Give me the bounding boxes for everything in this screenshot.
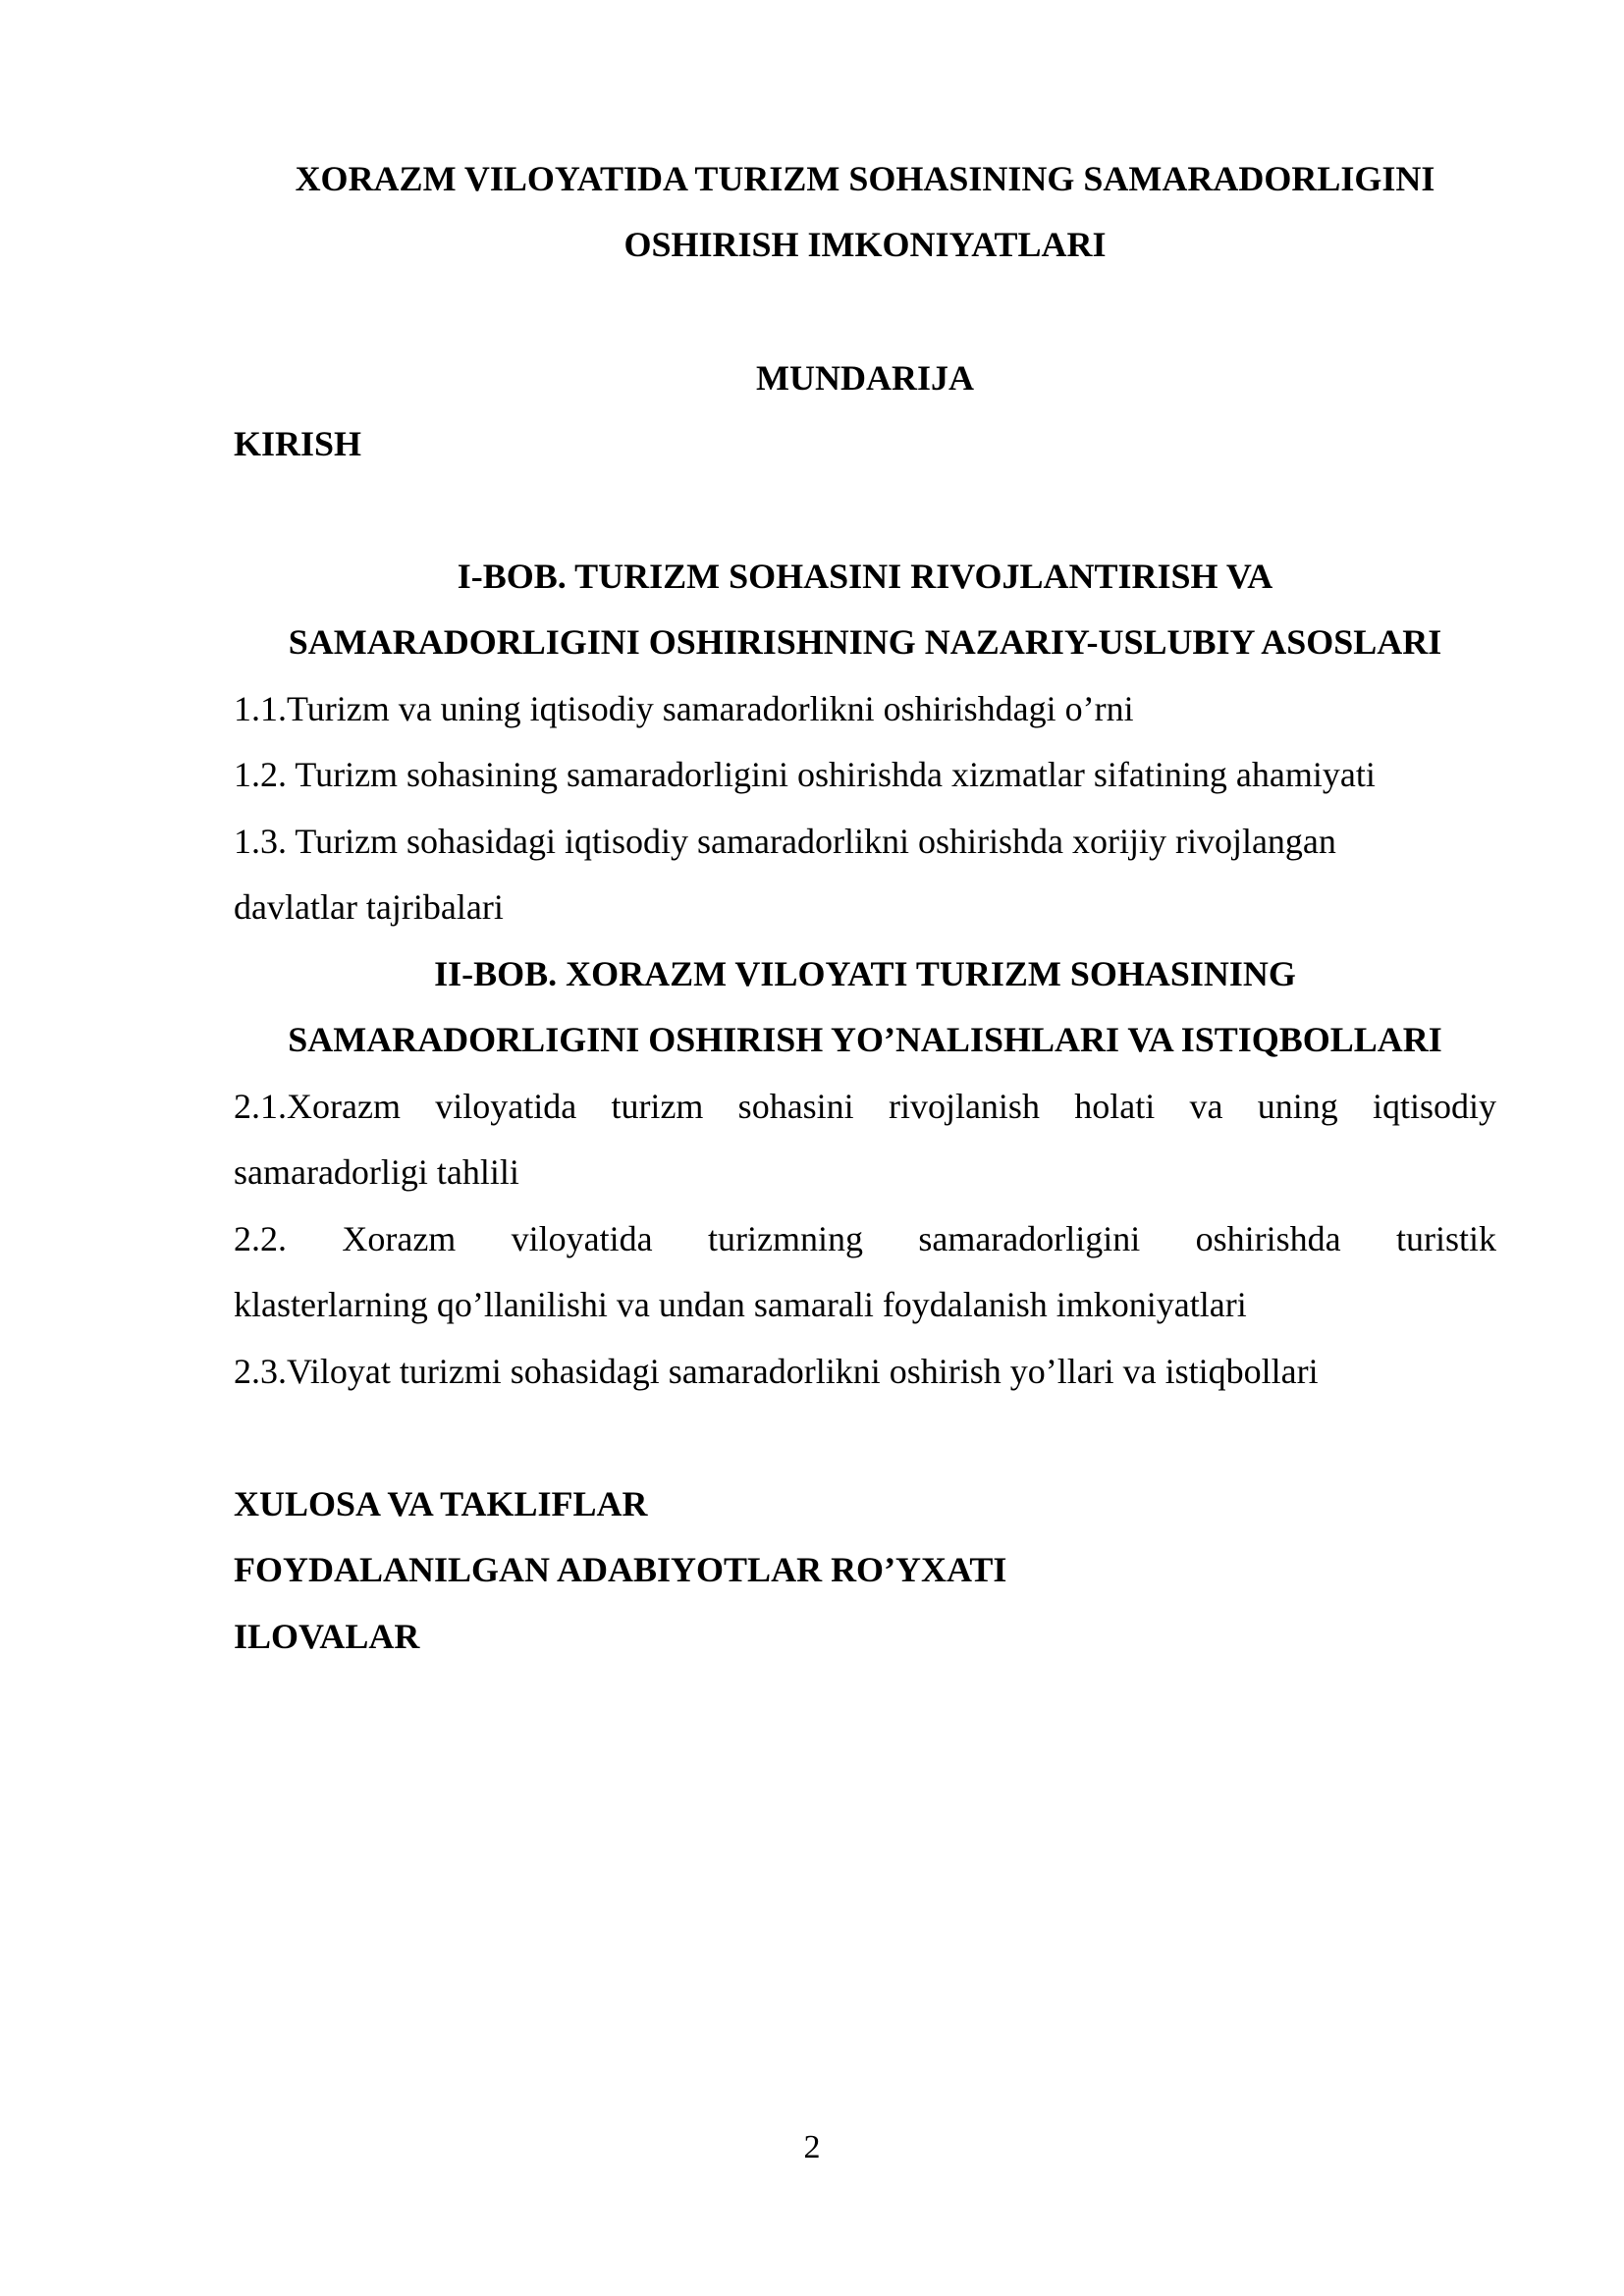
- section-2-1-line-2: samaradorligi tahlili: [234, 1152, 519, 1192]
- conclusion-entry: XULOSA VA TAKLIFLAR: [234, 1484, 648, 1523]
- section-2-1-line-1: 2.1.Xorazm viloyatida turizm sohasini rivojlanish holati va uning iqtisodiy: [234, 1087, 1496, 1126]
- document-title-line-2: OSHIRISH IMKONIYATLARI: [623, 225, 1107, 264]
- chapter1-heading-line-2: SAMARADORLIGINI OSHIRISHNING NAZARIY-USLUBIY ASOSLARI: [288, 622, 1442, 662]
- section-1-3-line-2: davlatlar tajribalari: [234, 887, 504, 927]
- contents-heading: MUNDARIJA: [756, 358, 974, 398]
- appendices-entry: ILOVALAR: [234, 1617, 420, 1656]
- chapter2-heading-line-2: SAMARADORLIGINI OSHIRISH YO’NALISHLARI VA ISTIQBOLLARI: [288, 1020, 1442, 1059]
- section-1-3-line-1: 1.3. Turizm sohasidagi iqtisodiy samaradorlikni oshirishda xorijiy rivojlangan: [234, 822, 1336, 861]
- section-2-2-line-1: 2.2. Xorazm viloyatida turizmning samaradorligini oshirishda turistik: [234, 1219, 1496, 1258]
- section-1-2: 1.2. Turizm sohasining samaradorligini oshirishda xizmatlar sifatining ahamiyati: [234, 755, 1376, 794]
- section-2-2-line-2: klasterlarning qo’llanilishi va undan samarali foydalanish imkoniyatlari: [234, 1285, 1247, 1324]
- chapter2-heading-line-1: II-BOB. XORAZM VILOYATI TURIZM SOHASINING: [434, 954, 1296, 993]
- introduction-entry: KIRISH: [234, 424, 362, 463]
- references-entry: FOYDALANILGAN ADABIYOTLAR RO’YXATI: [234, 1550, 1007, 1589]
- section-1-1: 1.1.Turizm va uning iqtisodiy samaradorlikni oshirishdagi o’rni: [234, 689, 1134, 728]
- document-title-line-1: XORAZM VILOYATIDA TURIZM SOHASINING SAMARADORLIGINI: [295, 159, 1435, 198]
- page-number: 2: [803, 2129, 821, 2165]
- chapter1-heading-line-1: I-BOB. TURIZM SOHASINI RIVOJLANTIRISH VA: [457, 557, 1273, 596]
- section-2-3: 2.3.Viloyat turizmi sohasidagi samaradorlikni oshirish yo’llari va istiqbollari: [234, 1352, 1319, 1391]
